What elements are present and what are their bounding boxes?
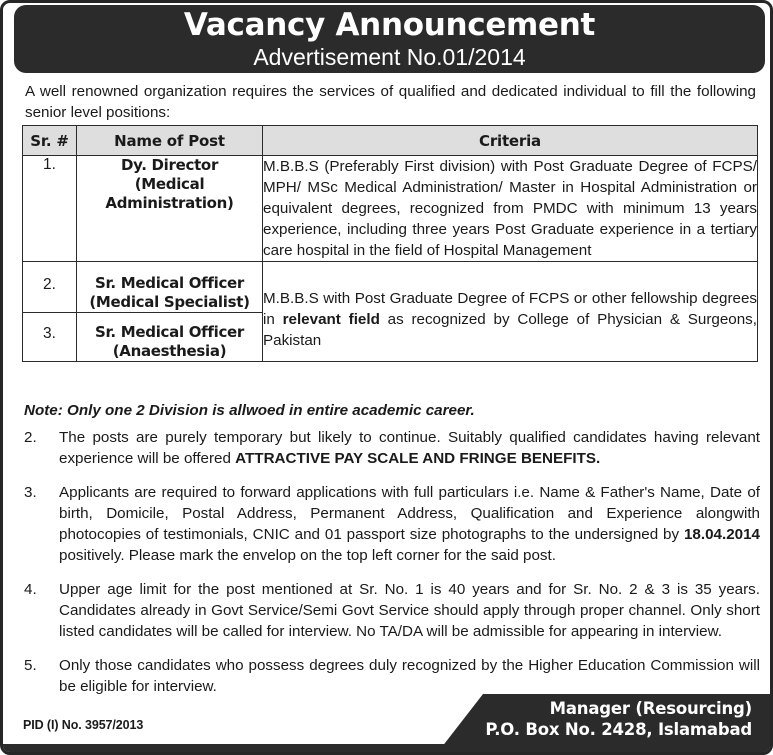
list-item [24, 427, 760, 469]
criteria-text-part2: as recognized by College of Physician & Surgeons, Pakistan [263, 311, 757, 349]
table-row [23, 156, 758, 262]
cell-sr-2: 2. [23, 262, 77, 313]
pid-number: PID (I) No. 3957/2013 [23, 718, 144, 732]
note-label: Note: [24, 402, 63, 419]
note-line [24, 401, 759, 421]
list-item [24, 579, 760, 642]
column-header-post: Name of Post [77, 126, 263, 156]
conditions-list [24, 427, 760, 710]
post-subtitle-2: (Medical Specialist) [89, 293, 250, 311]
list-item-text [59, 482, 760, 566]
cell-post-2 [77, 262, 263, 313]
item-bold-deadline-date: 18.04.2014 [683, 526, 760, 543]
signature-title: Manager (Resourcing) [549, 699, 752, 718]
item-text-part1: Applicants are required to forward applications with full particulars i.e. Name & Father's Name, Date of birth, Domicile, Postal Address, Permanent Address, Qualification and Experience alongwith photocopies of testimonials, CNIC and 01 passport size photographs to the undersigned by [59, 484, 760, 543]
post-subtitle-3: (Anaesthesia) [112, 342, 227, 360]
column-header-criteria: Criteria [263, 126, 758, 156]
list-item-number: 4. [24, 581, 37, 598]
list-item [24, 655, 760, 697]
cell-post-1 [77, 156, 263, 262]
cell-criteria-1: M.B.B.S (Preferably First division) with Post Graduate Degree of FCPS/ MPH/ MSc Medical Administration/ Master in Hospital Administration or equivalent degrees, recognized from PMDC with minimum 13 years experience, including three years Post Graduate experience in a tertiary care hospital in the field of Hospital Management [263, 156, 758, 262]
post-title-2: Sr. Medical Officer [94, 274, 245, 292]
column-header-sr: Sr. # [23, 126, 77, 156]
item-text-part1: The posts are purely temporary but likely to continue. Suitably qualified candidates having relevant experience will be offered [59, 429, 760, 467]
positions-table [22, 125, 758, 362]
signature-address: P.O. Box No. 2428, Islamabad [485, 720, 752, 739]
table-row [23, 262, 758, 313]
list-item-text [59, 427, 760, 469]
table-header-row [23, 126, 758, 156]
criteria-text-part1: M.B.B.S with Post Graduate Degree of FCPS or other fellowship degrees in [263, 290, 757, 328]
cell-post-3 [77, 313, 263, 362]
post-title-3: Sr. Medical Officer [94, 323, 245, 341]
footer [3, 694, 773, 752]
cell-criteria-merged [263, 262, 758, 362]
item-text-part2: positively. Please mark the envelop on the top left corner for the said post. [59, 547, 556, 564]
advertisement-number: Advertisement No.01/2014 [253, 44, 526, 70]
post-title-1: Dy. Director [120, 156, 219, 174]
intro-paragraph: A well renowned organization requires the services of qualified and dedicated individual to fill the following senior level positions: [25, 83, 756, 121]
cell-sr-3: 3. [23, 313, 77, 362]
list-item-number: 3. [24, 484, 37, 501]
list-item [24, 482, 760, 566]
page-title: Vacancy Announcement [183, 7, 596, 43]
list-item-text: Only those candidates who possess degrees duly recognized by the Higher Education Commission will be eligible for interview. [59, 657, 760, 695]
item-bold-benefits: ATTRACTIVE PAY SCALE AND FRINGE BENEFITS. [235, 450, 601, 467]
header-banner [14, 5, 765, 73]
list-item-number: 2. [24, 429, 37, 446]
list-item-text: Upper age limit for the post mentioned at Sr. No. 1 is 40 years and for Sr. No. 2 & 3 is 35 years. Candidates already in Govt Service/Semi Govt Service should apply through proper channel. Only short listed candidates will be called for interview. No TA/DA will be admissible for appearing in interview. [59, 581, 760, 640]
note-text: Only one 2 Division is allwoed in entire academic career. [62, 402, 475, 419]
criteria-bold-relevant-field: relevant field [282, 311, 380, 328]
signature-block [485, 698, 752, 740]
cell-sr-1: 1. [23, 156, 77, 262]
list-item-number: 5. [24, 657, 37, 674]
post-subtitle-1: (Medical Administration) [105, 175, 234, 212]
